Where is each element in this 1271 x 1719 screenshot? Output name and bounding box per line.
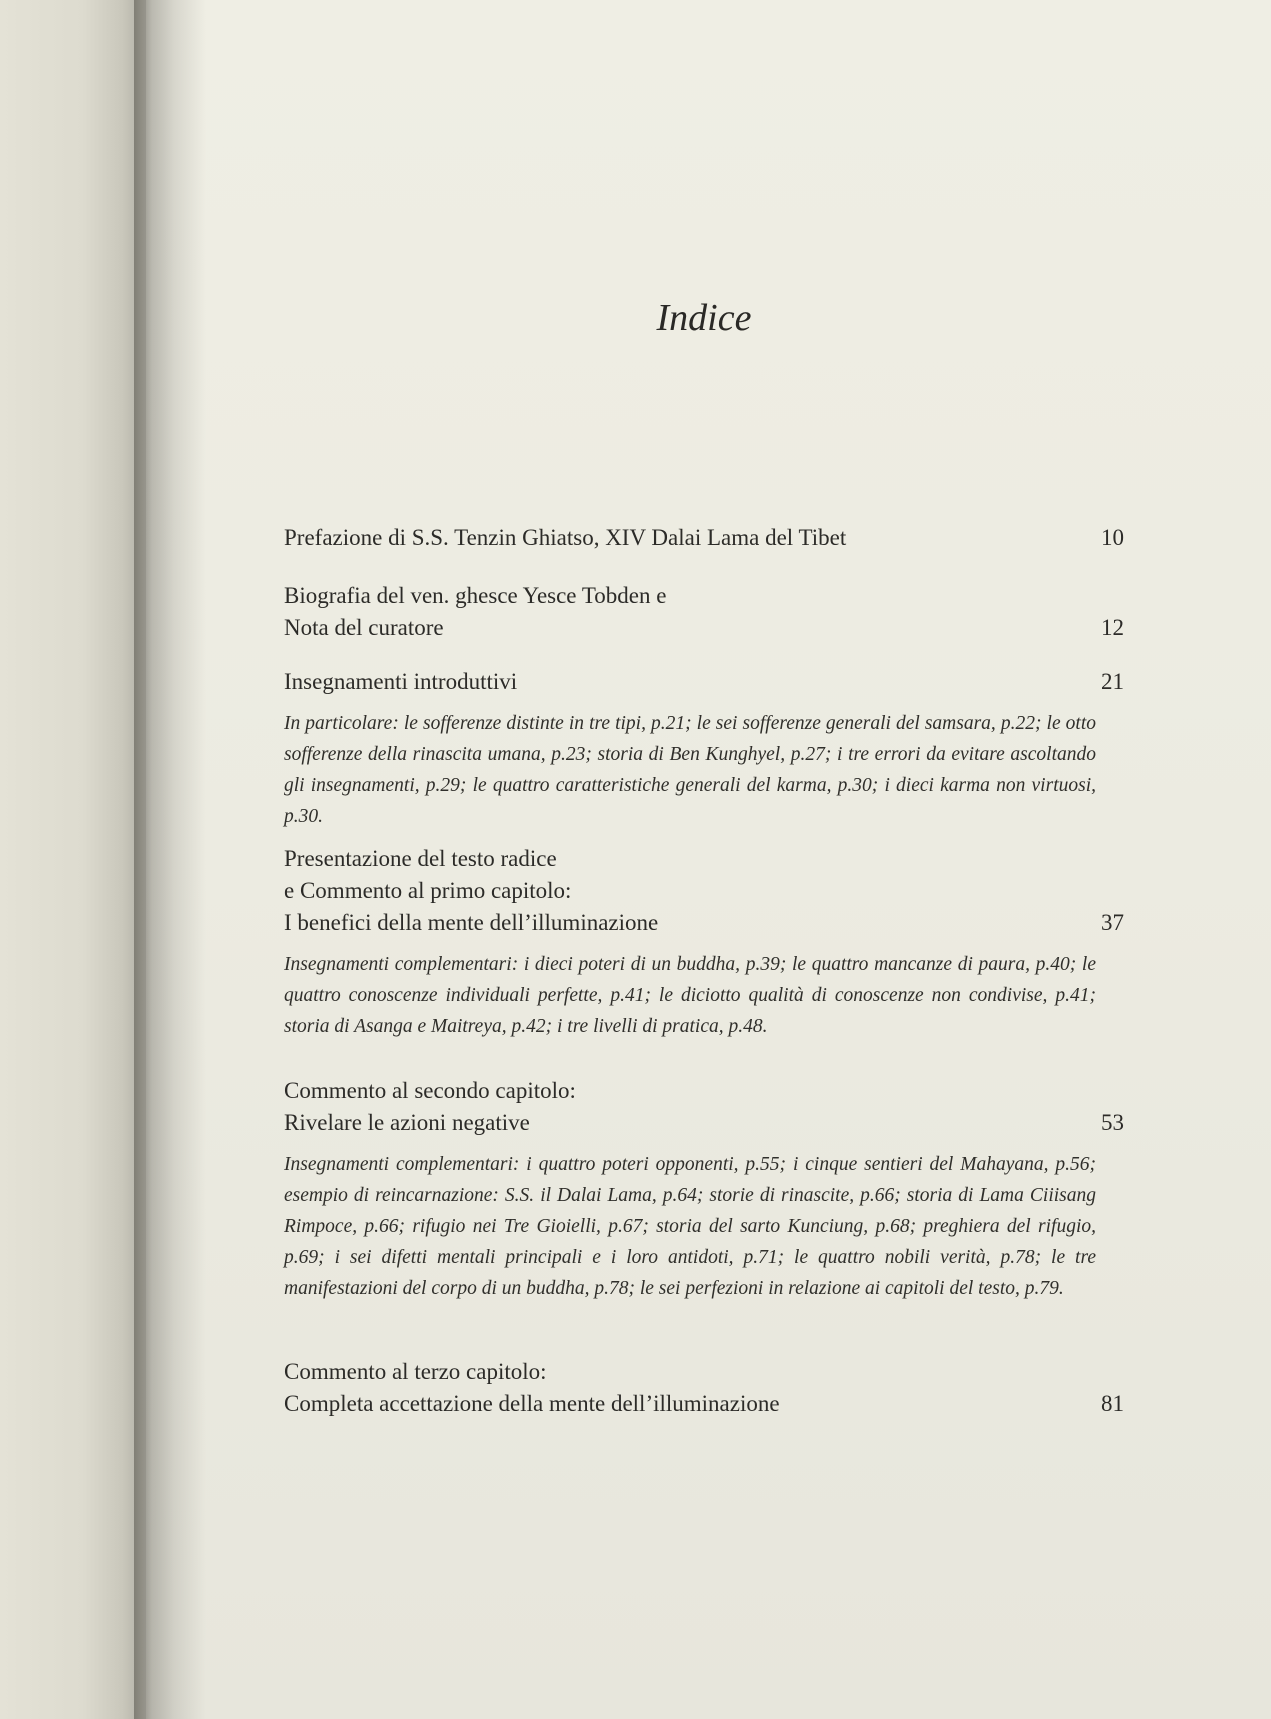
left-page-edge	[0, 0, 150, 1719]
toc-entry-heading: Biografia del ven. ghesce Yesce Tobden e	[284, 583, 667, 608]
toc-entry-summary: In particolare: le sofferenze distinte in tre tipi, p.21; le sei sofferenze generali del samsara, p.22; le otto sofferenze della rinascita umana, p.23; storia di Ben Kunghyel, p.27; i tre errori da evitare ascoltando gli insegnamenti, p.29; le quattro caratteristiche generali del karma, p.30; i dieci karma non virtuosi, p.30.	[284, 713, 1096, 827]
toc-entry-heading: Rivelare le azioni negative	[284, 1110, 530, 1135]
right-page	[146, 0, 1271, 1719]
toc-page-number: 10	[1101, 525, 1124, 550]
toc-page-number: 81	[1101, 1391, 1124, 1416]
toc-entry-summary: Insegnamenti complementari: i dieci poteri di un buddha, p.39; le quattro mancanze di paura, p.40; le quattro conoscenze individuali perfette, p.41; le diciotto qualità di conoscenze non condivise, p.41; storia di Asanga e Maitreya, p.42; i tre livelli di pratica, p.48.	[284, 954, 1096, 1037]
gutter-shadow	[134, 0, 174, 1719]
toc-entry-preface	[284, 522, 1124, 554]
toc-page-number: 21	[1101, 669, 1124, 694]
toc-entry-heading: Presentazione del testo radice	[284, 846, 557, 871]
toc-page-number: 12	[1101, 615, 1124, 640]
toc-entry-heading: Commento al secondo capitolo:	[284, 1078, 576, 1103]
toc-entry-summary: Insegnamenti complementari: i quattro poteri opponenti, p.55; i cinque sentieri del Mahayana, p.56; esempio di reincarnazione: S.S. il Dalai Lama, p.64; storie di rinascite, p.66; storia di Lama Ciiisang Rimpoce, p.66; rifugio nei Tre Gioielli, p.67; storia del sarto Kunciung, p.68; preghiera del rifugio, p.69; i sei difetti mentali principali e i loro antidoti, p.71; le quattro nobili verità, p.78; le tre manifestazioni del corpo di un buddha, p.78; le sei perfezioni in relazione ai capitoli del testo, p.79.	[284, 1154, 1096, 1299]
toc-entry-chapter-one	[284, 843, 1124, 1042]
toc-entry-heading: e Commento al primo capitolo:	[284, 878, 572, 903]
toc-entry-heading: Prefazione di S.S. Tenzin Ghiatso, XIV Dalai Lama del Tibet	[284, 525, 847, 550]
toc-entry-biography	[284, 580, 1124, 644]
toc-entry-heading: Nota del curatore	[284, 615, 444, 640]
toc-entry-chapter-three	[284, 1356, 1124, 1420]
page-title: Indice	[656, 297, 752, 339]
toc-entry-chapter-two	[284, 1075, 1124, 1304]
toc-page-number: 53	[1101, 1110, 1124, 1135]
toc-entry-heading: I benefici della mente dell’illuminazione	[284, 910, 659, 935]
toc-page-number: 37	[1101, 910, 1124, 935]
toc-entry-heading: Completa accettazione della mente dell’illuminazione	[284, 1391, 780, 1416]
toc-entry-heading: Commento al terzo capitolo:	[284, 1359, 547, 1384]
toc-entry-introductory	[284, 666, 1124, 832]
toc-entry-heading: Insegnamenti introduttivi	[284, 669, 518, 694]
